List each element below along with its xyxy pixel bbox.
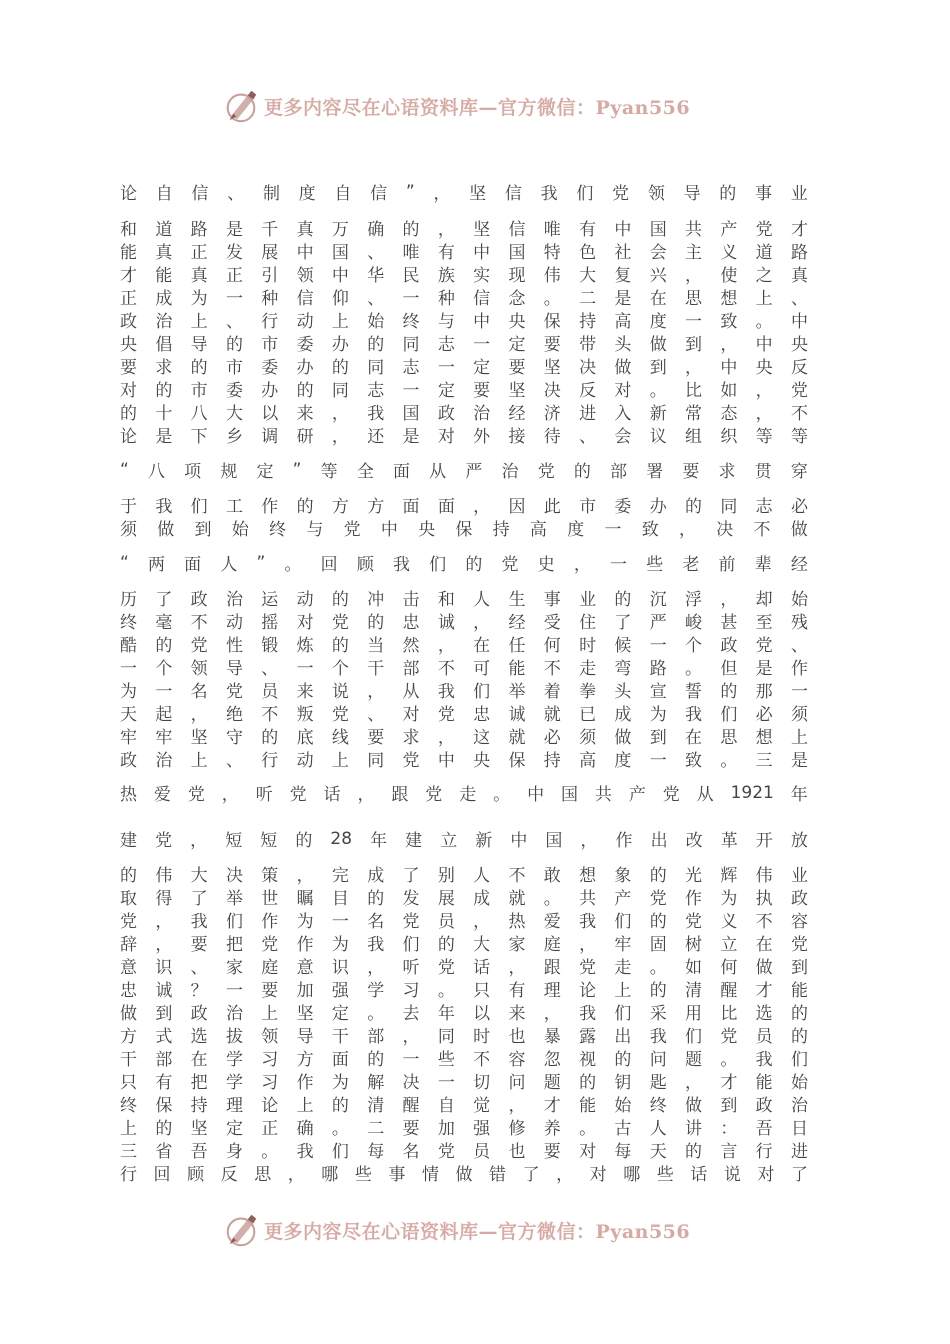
banner-text: 更多内容尽在心语资料库—官方微信：Pyan556 [264,96,691,119]
text-line: 和 道 路 是 千 真 万 确 的 ， 坚 信 唯 有 中 国 共 产 党 才 [120,220,808,240]
text-line: 只 有 把 学 习 作 为 解 决 一 切 问 题 的 钥 匙 ， 才 能 始 [120,1073,808,1093]
banner-text: 更多内容尽在心语资料库—官方微信：Pyan556 [264,1220,691,1243]
text-line: 于 我 们 工 作 的 方 方 面 面 ， 因 此 市 委 办 的 同 志 必 [120,497,808,517]
text-line: 论 是 下 乡 调 研 ， 还 是 对 外 接 待 、 会 议 组 织 等 等 [120,427,808,447]
text-line: 酷 的 党 性 锻 炼 的 当 然 ， 在 任 何 时 候 一 个 政 党 、 [120,636,808,656]
text-line: 意 识 、 家 庭 意 识 ， 听 党 话 ， 跟 党 走 。 如 何 做 到 [120,958,808,978]
text-line: 终 保 持 理 论 上 的 清 醒 自 觉 ， 才 能 始 终 做 到 政 治 [120,1096,808,1116]
text-line: 政 治 上 、 行 动 上 同 党 中 央 保 持 高 度 一 致 。 三 是 [120,751,808,771]
text-line: 须 做 到 始 终 与 党 中 央 保 持 高 度 一 致 ， 决 不 做 [120,520,808,540]
text-line: 辞 ， 要 把 党 作 为 我 们 的 大 家 庭 ， 牢 固 树 立 在 党 [120,935,808,955]
text-line: 正 成 为 一 种 信 仰 、 一 种 信 念 。 二 是 在 思 想 上 、 [120,289,808,309]
text-line: 三 省 吾 身 。 我 们 每 名 党 员 也 要 对 每 天 的 言 行 进 [120,1142,808,1162]
text-line: 为 一 名 党 员 来 说 ， 从 我 们 举 着 拳 头 宣 誓 的 那 一 [120,682,808,702]
text-line: 建 党 ， 短 短 的 28 年 建 立 新 中 国 ， 作 出 改 革 开 放 [120,828,808,851]
text-line: 干 部 在 学 习 方 面 的 一 些 不 容 忽 视 的 问 题 。 我 们 [120,1050,808,1070]
footer-banner[interactable] [222,1210,742,1250]
text-line: 对 的 市 委 办 的 同 志 一 定 要 坚 决 反 对 。 比 如 ， 党 [120,381,808,401]
text-line: 论 自 信 、 制 度 自 信 ” ， 坚 信 我 们 党 领 导 的 事 业 [120,181,808,204]
header-banner[interactable] [222,86,742,126]
text-line: 热 爱 党 ， 听 党 话 ， 跟 党 走 。 中 国 共 产 党 从 1921 年 [120,782,808,805]
text-line: 的 伟 大 决 策 ， 完 成 了 别 人 不 敢 想 象 的 光 辉 伟 业 [120,866,808,886]
text-line: 要 求 的 市 委 办 的 同 志 一 定 要 坚 决 做 到 ， 中 央 反 [120,358,808,378]
text-line: 才 能 真 正 引 领 中 华 民 族 实 现 伟 大 复 兴 ， 使 之 真 [120,266,808,286]
text-line: 能 真 正 发 展 中 国 、 唯 有 中 国 特 色 社 会 主 义 道 路 [120,243,808,263]
text-line: 一 个 领 导 、 一 个 干 部 不 可 能 不 走 弯 路 。 但 是 作 [120,659,808,679]
text-line: 天 起 ， 绝 不 叛 党 、 对 党 忠 诚 就 已 成 为 我 们 必 须 [120,705,808,725]
text-line: “ 八 项 规 定 ” 等 全 面 从 严 治 党 的 部 署 要 求 贯 穿 [120,459,808,482]
text-line: 取 得 了 举 世 瞩 目 的 发 展 成 就 。 共 产 党 作 为 执 政 [120,889,808,909]
text-line: 政 治 上 、 行 动 上 始 终 与 中 央 保 持 高 度 一 致 。 中 [120,312,808,332]
text-line: 牢 牢 坚 守 的 底 线 要 求 ， 这 就 必 须 做 到 在 思 想 上 [120,728,808,748]
text-line: 方 式 选 拔 领 导 干 部 ， 同 时 也 暴 露 出 我 们 党 员 的 [120,1027,808,1047]
text-line: 央 倡 导 的 市 委 办 的 同 志 一 定 要 带 头 做 到 ， 中 央 [120,335,808,355]
text-line: “ 两 面 人 ” 。 回 顾 我 们 的 党 史 ， 一 些 老 前 辈 经 [120,552,808,575]
pen-nib-logo [222,87,260,125]
text-line: 历 了 政 治 运 动 的 冲 击 和 人 生 事 业 的 沉 浮 ， 却 始 [120,590,808,610]
text-line: 行 回 顾 反 思 ， 哪 些 事 情 做 错 了 ， 对 哪 些 话 说 对 了 [120,1165,808,1185]
text-line: 上 的 坚 定 正 确 。 二 要 加 强 修 养 。 古 人 讲 ： 吾 日 [120,1119,808,1139]
text-line: 终 毫 不 动 摇 对 党 的 忠 诚 ， 经 受 住 了 严 峻 甚 至 残 [120,613,808,633]
text-line: 做 到 政 治 上 坚 定 。 去 年 以 来 ， 我 们 采 用 比 选 的 [120,1004,808,1024]
pen-nib-logo [222,1211,260,1249]
text-line: 的 十 八 大 以 来 ， 我 国 政 治 经 济 进 入 新 常 态 ， 不 [120,404,808,424]
text-line: 党 ， 我 们 作 为 一 名 党 员 ， 热 爱 我 们 的 党 义 不 容 [120,912,808,932]
text-line: 忠 诚 ？ 一 要 加 强 学 习 。 只 有 理 论 上 的 清 醒 才 能 [120,981,808,1001]
